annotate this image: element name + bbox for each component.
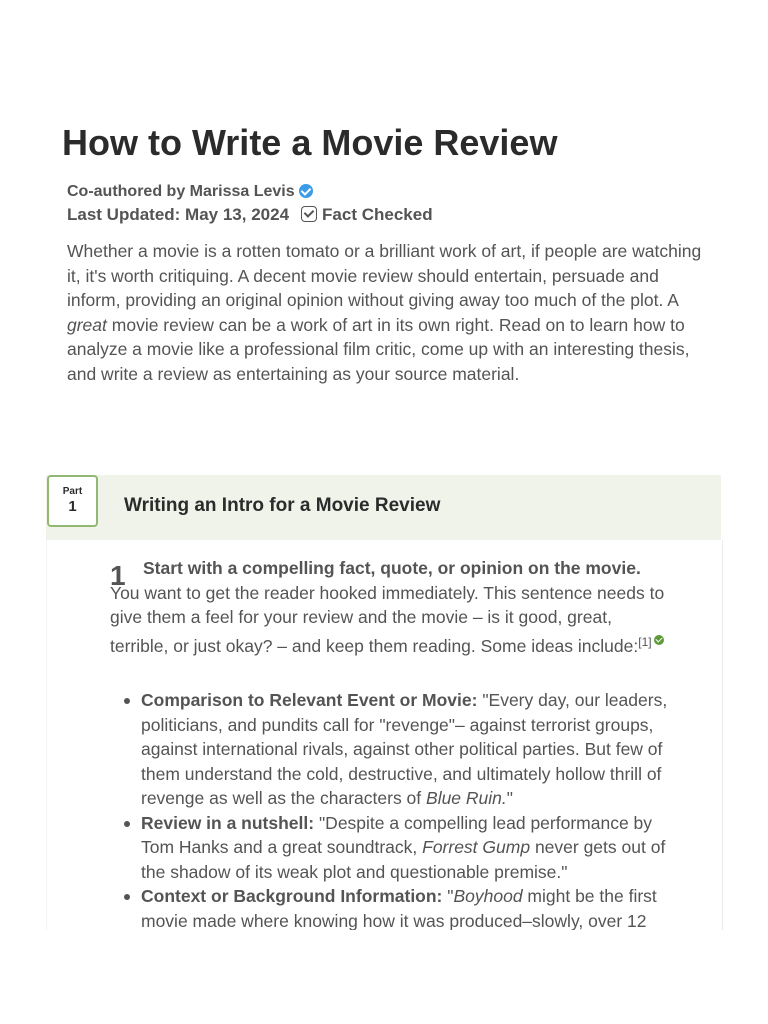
last-updated xyxy=(67,205,433,225)
list-item xyxy=(141,884,681,930)
step-number: 1 xyxy=(110,560,126,591)
list-item xyxy=(141,688,681,811)
intro-text-2: movie review can be a work of art in its own right. Read on to learn how to analyze a movie like a professional film critic, come up with an interesting thesis, and write a review as entertaining as your source material. xyxy=(67,314,690,384)
part-word: Part xyxy=(62,486,83,497)
intro-paragraph xyxy=(67,239,707,386)
bullet-text-end: " xyxy=(506,788,513,808)
bullet-text-end: never gets out of the shadow of its weak plot and questionable premise." xyxy=(141,837,666,882)
bullet-text: "Every day, our leaders, politicians, and pundits call for "revenge"– against terrorist groups, against international rivals, against other political parties. But few of them understand the cold, destructive, and ultimately hollow thrill of revenge as well as the characters of xyxy=(141,690,668,808)
bullet-emphasis: Boyhood xyxy=(453,886,523,906)
bullet-label: Context or Background Information: xyxy=(141,886,443,906)
article-title: How to Write a Movie Review xyxy=(62,122,558,163)
citation-check-icon xyxy=(654,635,664,645)
bullet-text: " xyxy=(442,886,454,906)
list-item xyxy=(141,811,681,885)
citation-link[interactable]: [1] xyxy=(638,634,652,649)
part-badge xyxy=(47,475,98,527)
author-link[interactable]: Co-authored by Marissa Levis xyxy=(67,183,295,200)
ideas-list xyxy=(141,688,681,930)
intro-emphasis: great xyxy=(67,314,107,335)
bullet-label: Comparison to Relevant Event or Movie: xyxy=(141,690,478,710)
part-title: Writing an Intro for a Movie Review xyxy=(124,495,441,516)
last-updated-text: Last Updated: May 13, 2024 xyxy=(67,205,290,224)
intro-text-1: Whether a movie is a rotten tomato or a brilliant work of art, if people are watching it, it's worth critiquing. A decent movie review should entertain, persuade and inform, providing an original opinion without giving away too much of the plot. A xyxy=(67,241,702,310)
part-number: 1 xyxy=(68,498,77,515)
bullet-emphasis: Blue Ruin. xyxy=(426,788,507,808)
fact-checked-link[interactable]: Fact Checked xyxy=(322,205,433,224)
step-heading: Start with a compelling fact, quote, or opinion on the movie. xyxy=(143,558,641,578)
bullet-label: Review in a nutshell: xyxy=(141,812,315,833)
fact-check-icon xyxy=(301,206,317,222)
bullet-text: "Despite a compelling lead performance by Tom Hanks and a great soundtrack, xyxy=(141,812,653,857)
byline xyxy=(67,183,313,201)
bullet-emphasis: Forrest Gump xyxy=(422,837,531,857)
step-text xyxy=(110,556,670,658)
verified-icon xyxy=(299,184,313,198)
bullet-text-end: might be the first movie made where knowing how it was produced–slowly, over 12 xyxy=(141,886,657,930)
step-body: You want to get the reader hooked immediately. This sentence needs to give them a feel for your review and the movie – is it good, great, terrible, or just okay? – and keep them reading. Some ideas include: xyxy=(110,582,665,656)
